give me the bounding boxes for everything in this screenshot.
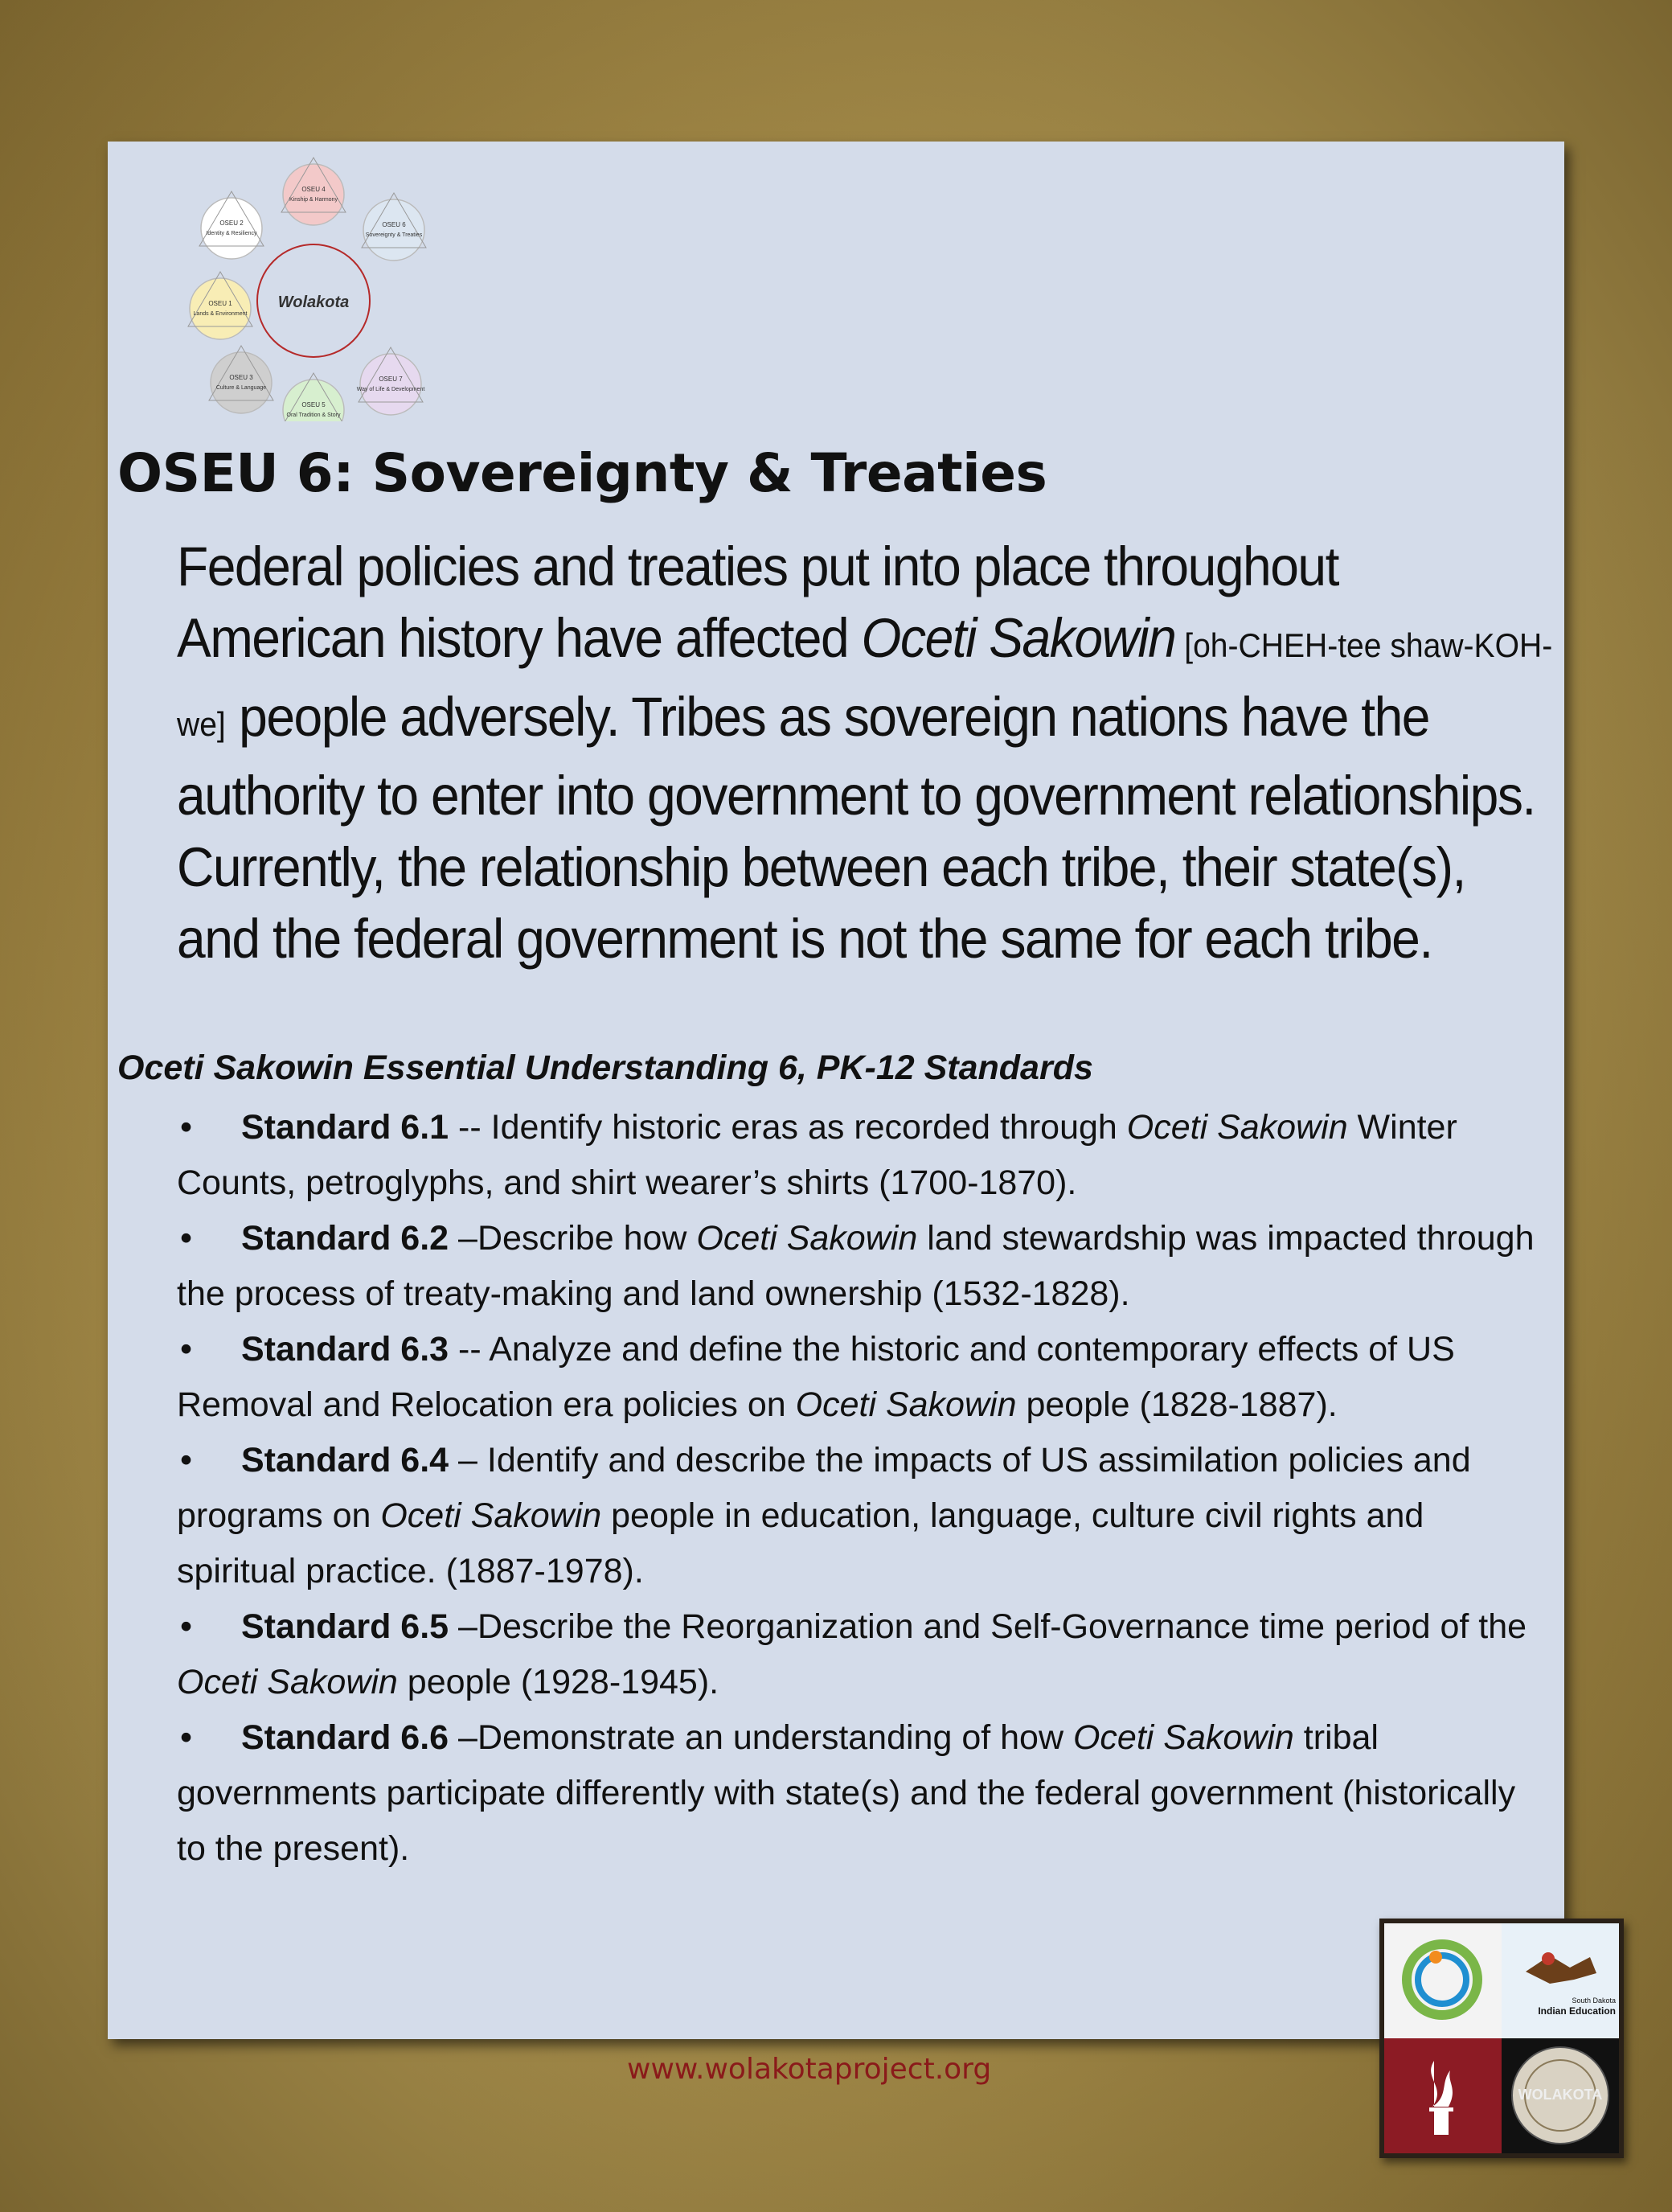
logo-node-oseu-6 (362, 193, 426, 261)
logo-node-code: OSEU 1 (208, 300, 232, 307)
standard-number: Standard 6.1 (241, 1108, 449, 1147)
logo-node-oseu-7 (357, 347, 425, 415)
standard-text: people (1828-1887). (1016, 1385, 1338, 1424)
standard-text: Winter Counts, petroglyphs, and shirt wearer’s shirts (1700-1870). (177, 1108, 1457, 1202)
sd-label: South Dakota (1572, 1997, 1616, 2005)
content-card (108, 142, 1564, 2039)
standard-text: -- Analyze and define the historic and contemporary effects of US Removal and Relocation era policies on (177, 1330, 1455, 1424)
standard-italic-term: Oceti Sakowin (795, 1385, 1017, 1424)
indian-education-label: Indian Education (1538, 2005, 1616, 2017)
page-title: OSEU 6: Sovereignty & Treaties (117, 442, 1047, 504)
logo-node-code: OSEU 3 (229, 374, 253, 381)
standard-italic-term: Oceti Sakowin (177, 1663, 398, 1701)
standard-number: Standard 6.4 (241, 1441, 449, 1479)
footer-url-link[interactable]: www.wolakotaproject.org (627, 2053, 992, 2086)
standard-text: people (1928-1945). (397, 1663, 719, 1701)
logo-node-code: OSEU 2 (219, 220, 244, 227)
logo-node-name: Kinship & Harmony (289, 197, 338, 203)
standards-heading: Oceti Sakowin Essential Understanding 6, PK-12 Standards (117, 1049, 1093, 1087)
standard-text: –Describe how (449, 1219, 697, 1258)
logo-node-code: OSEU 5 (301, 401, 326, 408)
logo-node-oseu-4 (281, 158, 346, 225)
bullet-icon: • (180, 1330, 193, 1369)
standard-number: Standard 6.3 (241, 1330, 449, 1369)
logo-node-name: Culture & Language (215, 385, 267, 391)
summary-text-2: people adversely. Tribes as sovereign nations have the authority to enter into government to government relationships. Currently, the relationship between each tribe, their state(s), and the federal government is not the same for each tribe. (177, 686, 1535, 970)
logo-node-name: Identity & Resiliency (206, 231, 257, 236)
tribal-logo (1384, 1923, 1502, 2038)
summary-text-1: Federal policies and treaties put into place throughout American history have affected (177, 536, 1338, 669)
logo-node-name: Lands & Environment (193, 311, 248, 317)
bullet-icon: • (180, 1219, 193, 1258)
logo-node-oseu-1 (188, 272, 252, 339)
wolakota-emblem (1502, 2038, 1619, 2153)
summary-italic-term: Oceti Sakowin (861, 607, 1176, 669)
standard-item (177, 1322, 1543, 1433)
logo-node-name: Oral Tradition & Story (286, 412, 341, 418)
standard-text: -- Identify historic eras as recorded through (449, 1108, 1127, 1147)
standard-text: –Describe the Reorganization and Self-Governance time period of the (449, 1607, 1527, 1646)
logo-node-oseu-3 (209, 346, 273, 413)
standard-italic-term: Oceti Sakowin (696, 1219, 918, 1258)
partner-logos-badge (1379, 1919, 1624, 2158)
logo-node-oseu-2 (199, 191, 264, 259)
standard-item (177, 1433, 1543, 1599)
standard-italic-term: Oceti Sakowin (1126, 1108, 1348, 1147)
standards-list (177, 1100, 1543, 1877)
standard-number: Standard 6.5 (241, 1607, 449, 1646)
standard-item (177, 1100, 1543, 1211)
logo-node-oseu-5 (281, 373, 346, 421)
logo-node-name: Way of Life & Development (356, 387, 425, 392)
logo-node-code: OSEU 7 (379, 376, 403, 383)
standard-item (177, 1211, 1543, 1322)
bullet-icon: • (180, 1108, 193, 1147)
pronunciation-guide: [oh-CHEH-tee shaw-KOH-we] (177, 626, 1553, 743)
standard-text: – Identify and describe the impacts of US assimilation policies and programs on (177, 1441, 1471, 1535)
flame-logo (1384, 2038, 1502, 2153)
standard-item (177, 1710, 1543, 1877)
standard-text: –Demonstrate an understanding of how (449, 1718, 1073, 1757)
standard-number: Standard 6.6 (241, 1718, 449, 1757)
bullet-icon: • (180, 1718, 193, 1757)
standard-text: tribal governments participate differently with state(s) and the federal government (historically to the present). (177, 1718, 1516, 1868)
standard-text: people in education, language, culture civil rights and spiritual practice. (1887-1978). (177, 1496, 1424, 1590)
summary-paragraph (177, 531, 1552, 975)
wolakota-emblem-text: WOLAKOTA (1518, 2087, 1603, 2103)
logo-node-code: OSEU 6 (382, 221, 406, 228)
standard-text: land stewardship was impacted through the process of treaty-making and land ownership (1532-1828). (177, 1219, 1535, 1313)
bullet-icon: • (180, 1607, 193, 1646)
wolakota-oseu-logo (156, 148, 494, 421)
sd-indian-education-logo (1502, 1923, 1619, 2038)
logo-node-code: OSEU 4 (301, 186, 326, 193)
bullet-icon: • (180, 1441, 193, 1479)
logo-node-name: Sovereignty & Treaties (365, 232, 423, 238)
standard-item (177, 1599, 1543, 1710)
standard-italic-term: Oceti Sakowin (380, 1496, 602, 1535)
standard-number: Standard 6.2 (241, 1219, 449, 1258)
standard-italic-term: Oceti Sakowin (1072, 1718, 1294, 1757)
logo-center-label: Wolakota (277, 293, 350, 311)
